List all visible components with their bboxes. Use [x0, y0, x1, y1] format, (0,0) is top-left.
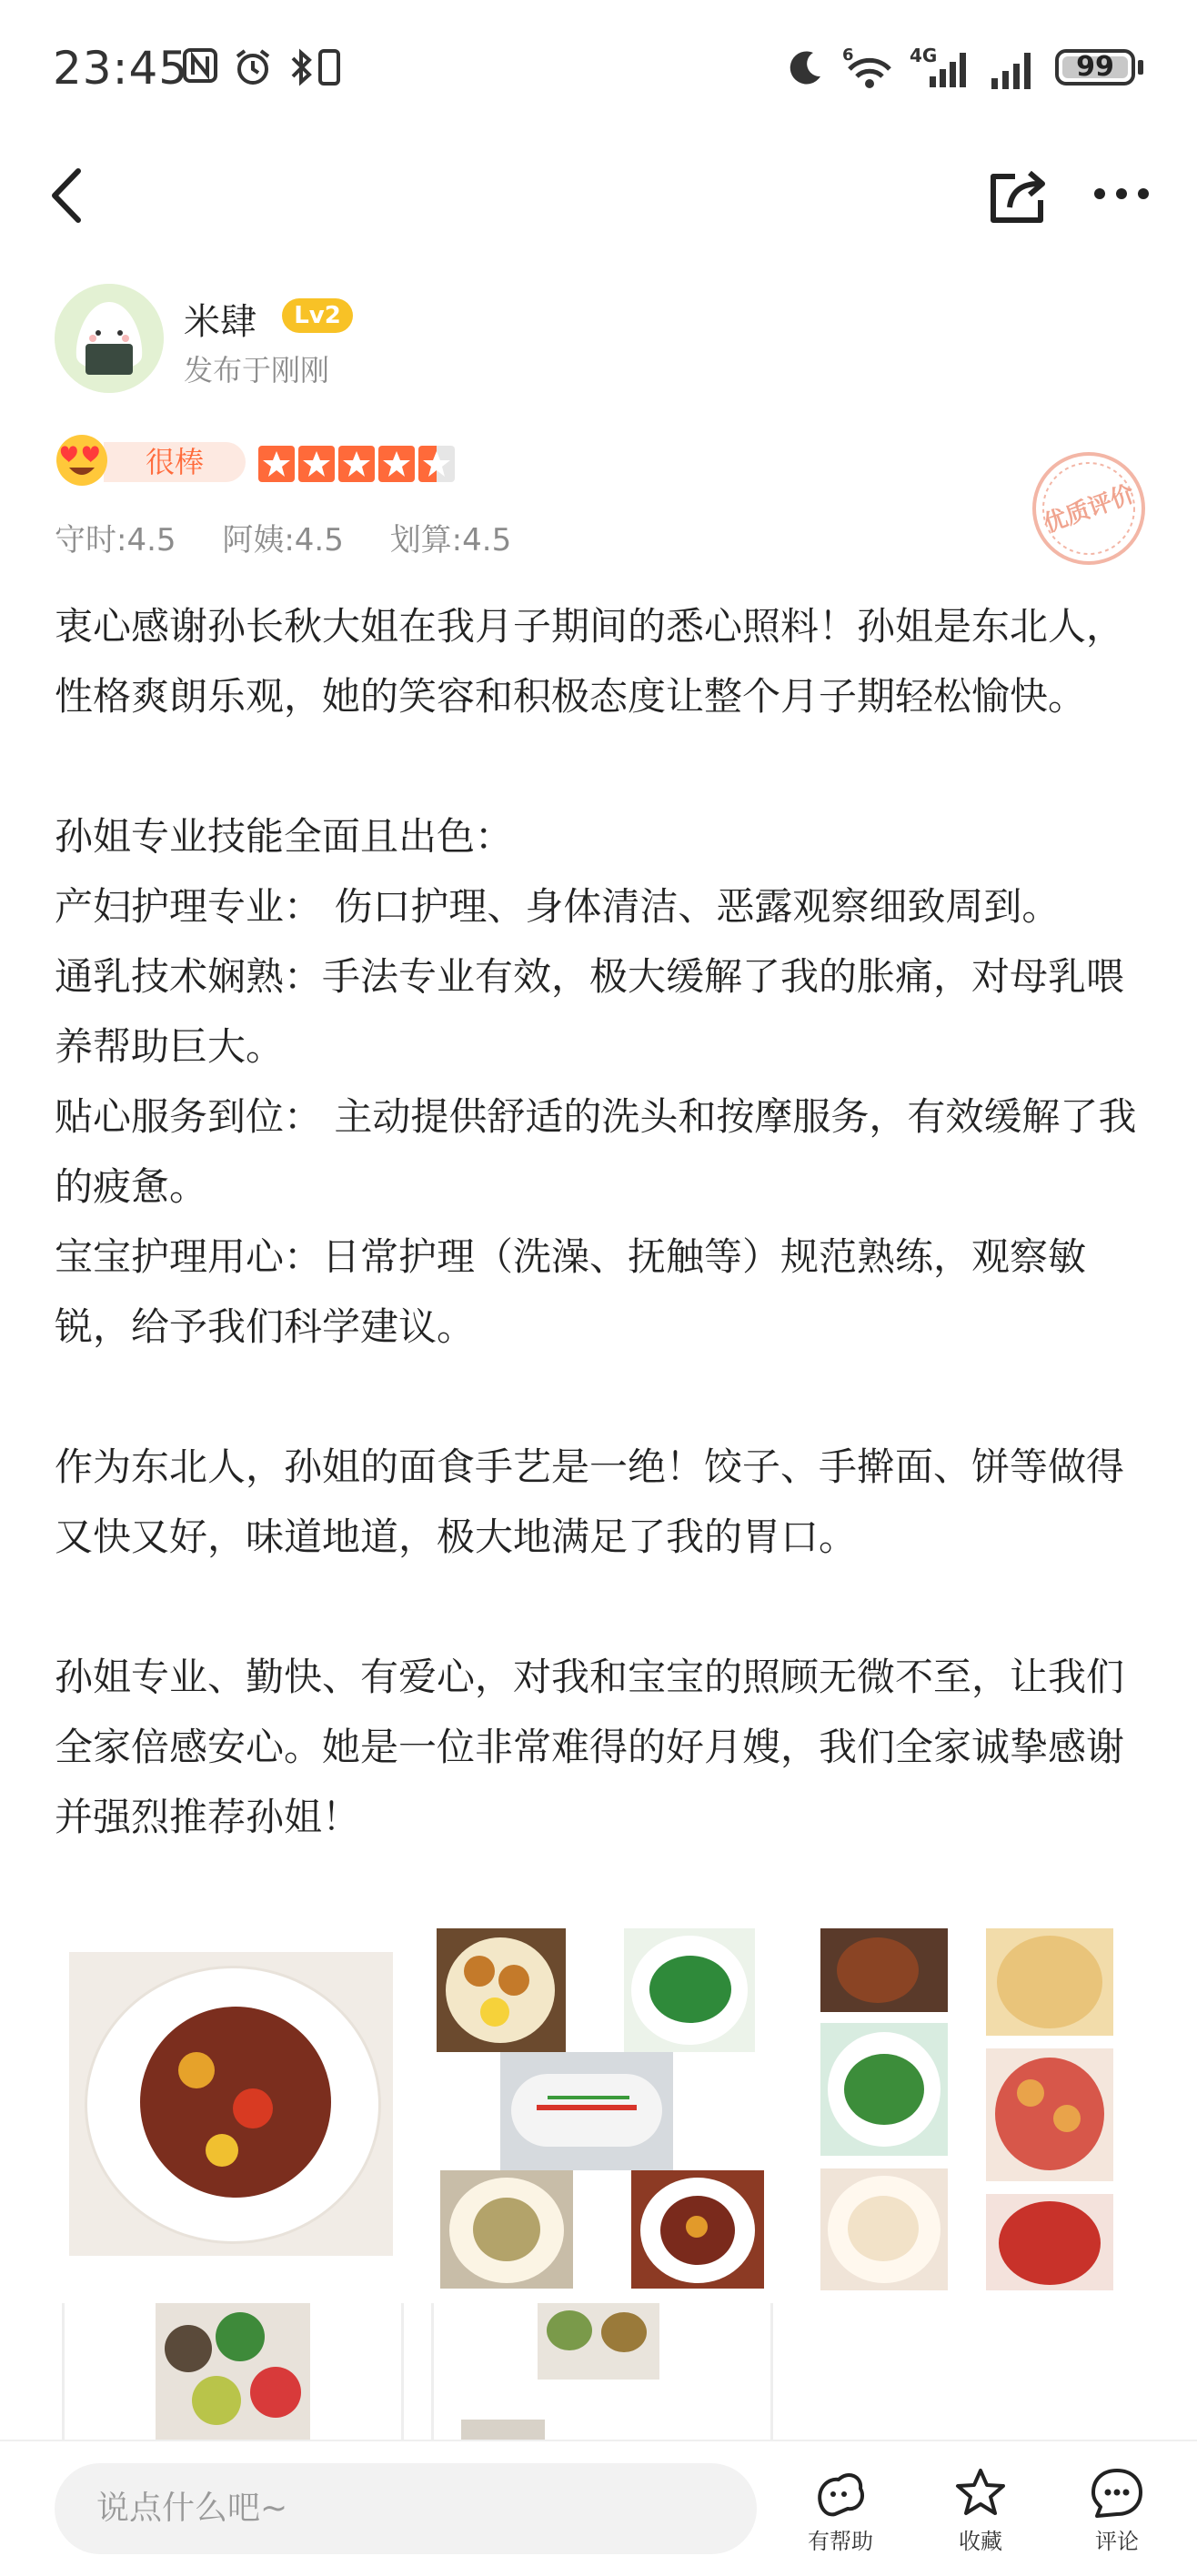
review-paragraph: 作为东北人，孙姐的面食手艺是一绝！饺子、手擀面、饼等做得又快又好，味道地道，极大地满足了我的胃口。 [55, 1444, 1125, 1559]
level-badge: Lv2 [282, 298, 353, 333]
post-time: 发布于刚刚 [184, 353, 330, 387]
comment-button[interactable] [1071, 2467, 1162, 2555]
svg-text:6: 6 [842, 45, 854, 65]
do-not-disturb-icon [788, 47, 824, 87]
review-section-title: 孙姐专业技能全面且出色： [55, 814, 514, 859]
author-name[interactable]: 米肆 [184, 301, 256, 343]
status-bar [0, 0, 1197, 136]
review-line: 产妇护理专业： 伤口护理、身体清洁、恶露观察细致周到。 [55, 884, 1061, 929]
photo-gallery [55, 1928, 1146, 2447]
photo-thumbnail[interactable] [69, 1952, 393, 2256]
review-paragraph: 衷心感谢孙长秋大姐在我月子期间的悉心照料！孙姐是东北人，性格爽朗乐观，她的笑容和积极态度让整个月子期轻松愉快。 [55, 604, 1125, 719]
cellular-signal-icon [990, 47, 1037, 91]
share-icon [988, 164, 1048, 227]
sub-scores [55, 515, 548, 559]
score-punctuality: 守时:4.5 [55, 522, 176, 558]
svg-text:优质评价: 优质评价 [1040, 480, 1139, 538]
rice-ball-avatar-icon [55, 284, 164, 393]
author-block [55, 284, 1146, 398]
comment-input[interactable]: 说点什么吧~ [55, 2463, 757, 2554]
battery-cap [1138, 60, 1143, 75]
favorite-label: 收藏 [959, 2529, 1002, 2554]
alarm-icon [233, 47, 273, 87]
star-icon [258, 446, 295, 482]
svg-text:4G: 4G [910, 45, 938, 66]
review-line: 宝宝护理用心：日常护理（洗澡、抚触等）规范熟练，观察敏锐，给予我们科学建议。 [55, 1234, 1087, 1349]
more-button[interactable] [1091, 180, 1152, 211]
helpful-icon [811, 2467, 870, 2518]
photo-thumbnail[interactable] [817, 1928, 1148, 2292]
nav-bar [0, 146, 1197, 246]
star-outline-icon [951, 2467, 1010, 2518]
heart-eyes-emoji-icon [55, 433, 109, 488]
nfc-icon [182, 47, 218, 84]
comment-label: 评论 [1095, 2529, 1139, 2554]
review-line: 贴心服务到位： 主动提供舒适的洗头和按摩服务，有效缓解了我的疲惫。 [55, 1094, 1137, 1209]
photo-thumbnail[interactable] [431, 2303, 773, 2449]
share-button[interactable] [988, 164, 1048, 231]
score-nanny: 阿姨:4.5 [222, 522, 344, 558]
photo-thumbnail[interactable] [62, 2303, 404, 2449]
battery-icon [1055, 49, 1135, 86]
score-value: 划算:4.5 [389, 522, 512, 558]
rating-label: 很棒 [104, 442, 246, 482]
rating-row [55, 433, 691, 491]
star-icon [298, 446, 335, 482]
review-line: 通乳技术娴熟：手法专业有效，极大缓解了我的胀痛，对母乳喂养帮助巨大。 [55, 954, 1125, 1069]
wifi-icon [842, 45, 897, 91]
cellular-4g-icon [910, 45, 973, 91]
favorite-button[interactable] [935, 2467, 1026, 2555]
status-time: 23:45 [53, 42, 189, 95]
battery-level: 99 [1062, 56, 1128, 78]
avatar[interactable] [55, 284, 164, 393]
comment-icon [1088, 2467, 1146, 2518]
review-paragraph: 孙姐专业、勤快、有爱心，对我和宝宝的照顾无微不至，让我们全家倍感安心。她是一位非常难得的好月嫂，我们全家诚挚感谢并强烈推荐孙姐！ [55, 1655, 1125, 1839]
more-icon [1091, 180, 1152, 207]
helpful-label: 有帮助 [808, 2529, 873, 2554]
star-rating [258, 446, 455, 482]
review-content [55, 591, 1146, 1852]
half-star-icon [418, 446, 455, 482]
back-button[interactable] [40, 164, 95, 231]
photo-thumbnail[interactable] [433, 1928, 795, 2292]
chevron-left-icon [40, 164, 95, 227]
star-icon [338, 446, 375, 482]
bottom-action-bar [0, 2440, 1197, 2576]
star-icon [378, 446, 415, 482]
helpful-button[interactable] [795, 2467, 886, 2555]
quality-review-stamp [1030, 449, 1148, 568]
bluetooth-icon [289, 47, 344, 87]
